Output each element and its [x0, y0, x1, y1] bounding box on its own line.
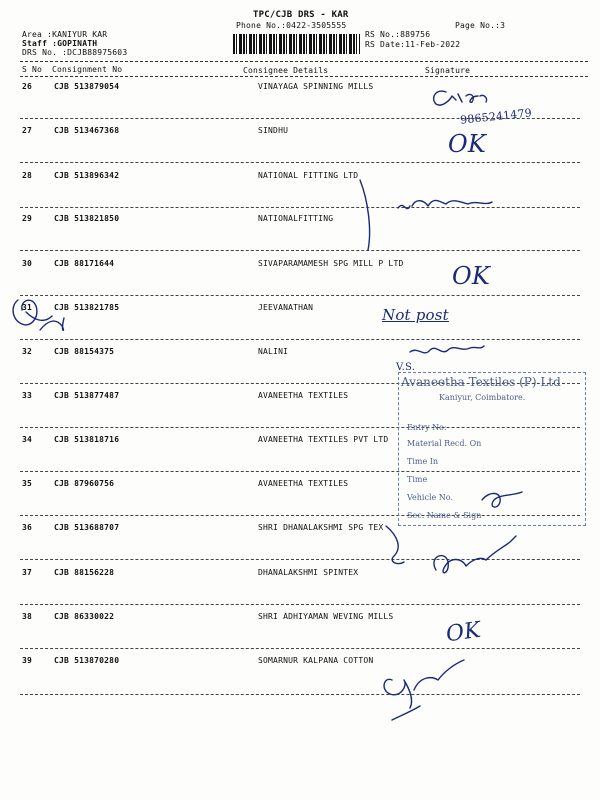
- row-consignee: VINAYAGA SPINNING MILLS: [258, 82, 374, 91]
- stamp-location: Kaniyur, Coimbatore.: [439, 393, 526, 402]
- stamp-field: Material Recd. On: [407, 439, 482, 448]
- rs-number: RS No.:889756: [365, 30, 431, 39]
- row-sno: 39: [22, 656, 33, 665]
- row-consignee: SHRI ADHIYAMAN WEVING MILLS: [258, 612, 394, 621]
- row-divider: [20, 207, 580, 208]
- row-consignee: SHRI DHANALAKSHMI SPG TEX: [258, 523, 384, 532]
- drs-number: DRS No. :DCJB88975603: [22, 48, 128, 57]
- row-sno: 33: [22, 391, 33, 400]
- row-consignment: CJB 86330022: [54, 612, 115, 621]
- handwritten-phone: 9865241479: [459, 106, 533, 127]
- stamp-field: Entry No:: [407, 423, 447, 432]
- row-sno: 28: [22, 171, 33, 180]
- row-divider: [20, 648, 580, 649]
- row-sno: 29: [22, 214, 33, 223]
- barcode: [233, 34, 360, 54]
- row-consignee: AVANEETHA TEXTILES PVT LTD: [258, 435, 389, 444]
- col-consignee: Consignee Details: [243, 66, 329, 75]
- table-row: [0, 303, 600, 347]
- handwritten-ok: OK: [444, 617, 483, 648]
- row-consignee: NATIONALFITTING: [258, 214, 334, 223]
- row-consignee: AVANEETHA TEXTILES: [258, 391, 349, 400]
- row-consignment: CJB 513821785: [54, 303, 120, 312]
- row-divider: [20, 339, 580, 340]
- row-consignee: DHANALAKSHMI SPINTEX: [258, 568, 359, 577]
- row-consignee: JEEVANATHAN: [258, 303, 314, 312]
- col-consignment: Consignment No: [52, 65, 123, 74]
- row-sno: 32: [22, 347, 33, 356]
- stamp-field: Sec. Name & Sign: [407, 511, 482, 520]
- signature-mark: [392, 706, 420, 720]
- row-consignment: CJB 88171644: [54, 259, 115, 268]
- row-divider: [20, 250, 580, 251]
- row-consignment: CJB 513879054: [54, 82, 120, 91]
- row-sno: 38: [22, 612, 33, 621]
- row-consignee: NATIONAL FITTING LTD: [258, 171, 359, 180]
- row-consignee: SOMARNUR KALPANA COTTON: [258, 656, 374, 665]
- header-divider: [20, 61, 588, 62]
- row-consignment: CJB 513821850: [54, 214, 120, 223]
- row-divider: [20, 295, 580, 296]
- row-consignee: NALINI: [258, 347, 289, 356]
- table-row: [0, 523, 600, 567]
- table-row: [0, 656, 600, 700]
- table-row: [0, 259, 600, 303]
- row-consignment: CJB 513818716: [54, 435, 120, 444]
- table-row: [0, 126, 600, 170]
- row-consignment: CJB 513467368: [54, 126, 120, 135]
- row-sno: 30: [22, 259, 33, 268]
- table-row: [0, 612, 600, 656]
- table-row: [0, 568, 600, 612]
- row-sno: 35: [22, 479, 33, 488]
- row-consignment: CJB 513870280: [54, 656, 120, 665]
- row-sno: 37: [22, 568, 33, 577]
- handwritten-not-post: Not post: [382, 306, 449, 324]
- handwritten-vs: V.S.: [396, 362, 416, 373]
- row-divider: [20, 162, 580, 163]
- row-divider: [20, 604, 580, 605]
- row-sno: 27: [22, 126, 33, 135]
- row-consignment: CJB 513896342: [54, 171, 120, 180]
- row-sno: 31: [22, 303, 33, 312]
- table-row: [0, 171, 600, 215]
- row-consignment: CJB 513688707: [54, 523, 120, 532]
- row-sno: 26: [22, 82, 33, 91]
- row-consignment: CJB 88154375: [54, 347, 115, 356]
- page-number: Page No.:3: [455, 21, 506, 30]
- stamp-field: Time In: [407, 457, 439, 466]
- col-signature: Signature: [425, 66, 471, 75]
- sheet-title: TPC/CJB DRS - KAR: [253, 10, 349, 20]
- table-row: [0, 214, 600, 258]
- row-consignee: SIVAPARAMAMESH SPG MILL P LTD: [258, 259, 404, 268]
- row-sno: 36: [22, 523, 33, 532]
- stamp-company: Avaneetha Textiles (P) Ltd: [401, 375, 561, 389]
- company-stamp: [398, 372, 586, 526]
- row-sno: 34: [22, 435, 33, 444]
- stamp-field: Time: [407, 475, 428, 484]
- phone-number: Phone No.:0422-3505555: [236, 21, 347, 30]
- row-consignee: AVANEETHA TEXTILES: [258, 479, 349, 488]
- stamp-field: Vehicle No.: [407, 493, 454, 502]
- handwritten-ok: OK: [448, 130, 487, 158]
- handwritten-ok: OK: [452, 262, 491, 290]
- row-divider: [20, 694, 580, 695]
- row-consignment: CJB 88156228: [54, 568, 115, 577]
- staff-label: Staff :GOPINATH: [22, 39, 98, 48]
- row-consignment: CJB 513877487: [54, 391, 120, 400]
- row-consignment: CJB 87960756: [54, 479, 115, 488]
- row-divider: [20, 559, 580, 560]
- row-consignee: SINDHU: [258, 126, 289, 135]
- area-label: Area :KANIYUR KAR: [22, 30, 108, 39]
- col-sno: S No: [22, 65, 43, 74]
- column-divider: [20, 76, 588, 77]
- rs-date: RS Date:11-Feb-2022: [365, 40, 461, 49]
